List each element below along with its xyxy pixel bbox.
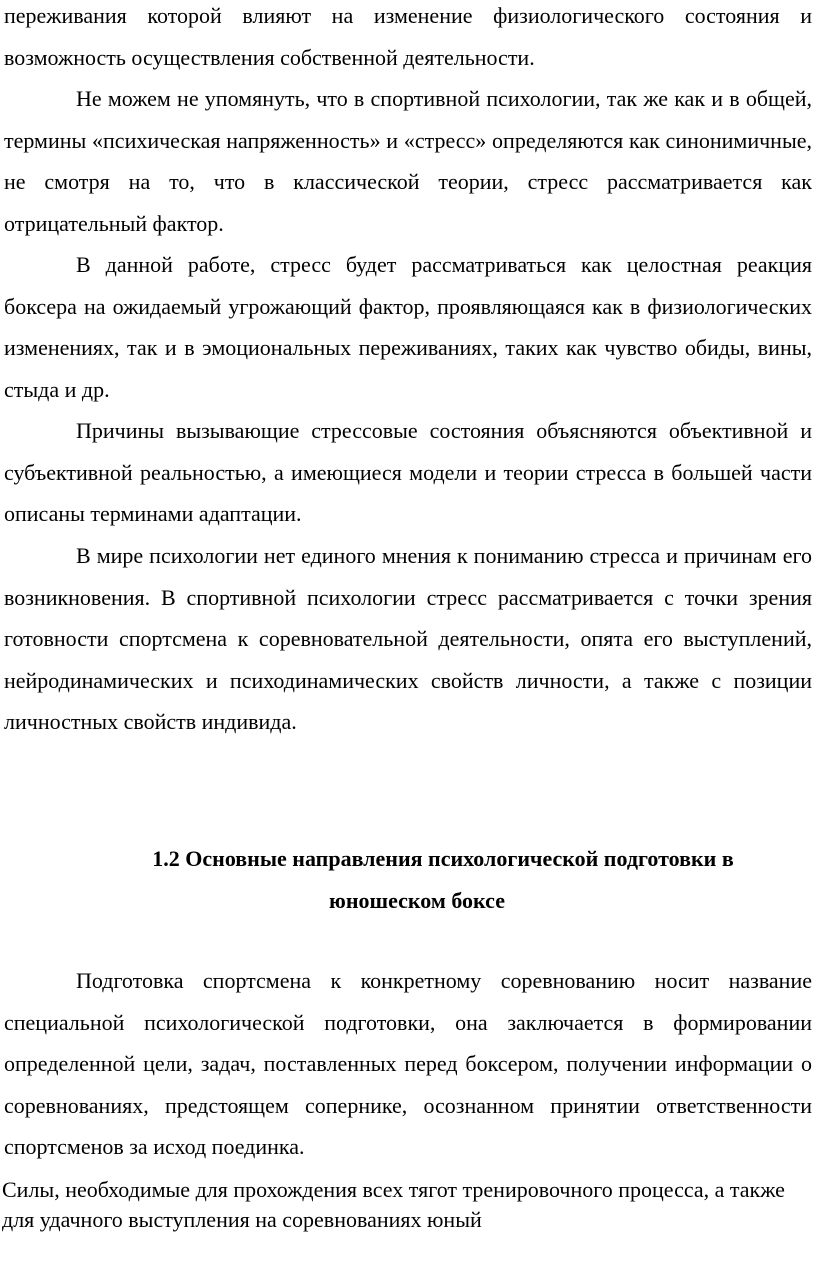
paragraph-stress-terms: Не можем не упомянуть, что в спортивной психологии, так же как и в общей, термины «психическая напряженность» и «стресс» определяются как синонимичные, не смотря на то, что в классической теории, стресс рассматривается как отрицательный фактор. <box>4 86 812 236</box>
section-heading-line2: юношеском боксе <box>329 888 505 913</box>
paragraph-continuation: переживания которой влияют на изменение физиологического состояния и возможность осуществления собственной деятельности. <box>4 3 812 70</box>
paragraph-stress-views: В мире психологии нет единого мнения к пониманию стресса и причинам его возникновения. В спортивной психологии стресс рассматривается с точки зрения готовности спортсмена к соревновательной деятельности, опята его выступлений, нейродинамических и психодинамических свойств личности, а также с позиции личностных свойств индивида. <box>4 543 812 734</box>
paragraph-stress-causes: Причины вызывающие стрессовые состояния объясняются объективной и субъективной реальностью, а имеющиеся модели и теории стресса в большей части описаны терминами адаптации. <box>4 418 812 526</box>
paragraph-special-preparation: Подготовка спортсмена к конкретному соревнованию носит название специальной психологической подготовки, она заключается в формировании определенной цели, задач, поставленных перед боксером, получении информации о соревнованиях, предстоящем сопернике, осознанном принятии ответственности спортсменов за исход поединка. <box>4 968 812 1159</box>
paragraph-stress-definition: В данной работе, стресс будет рассматриваться как целостная реакция боксера на ожидаемый угрожающий фактор, проявляющаяся как в физиологических изменениях, так и в эмоциональных переживаниях, таких как чувство обиды, вины, стыда и др. <box>4 252 812 402</box>
section-heading-line1: 1.2 Основные направления психологической подготовки в <box>152 846 734 871</box>
paragraph-forces: Силы, необходимые для прохождения всех тягот тренировочного процесса, а также для удачного выступления на соревнованиях юный <box>2 1177 785 1232</box>
